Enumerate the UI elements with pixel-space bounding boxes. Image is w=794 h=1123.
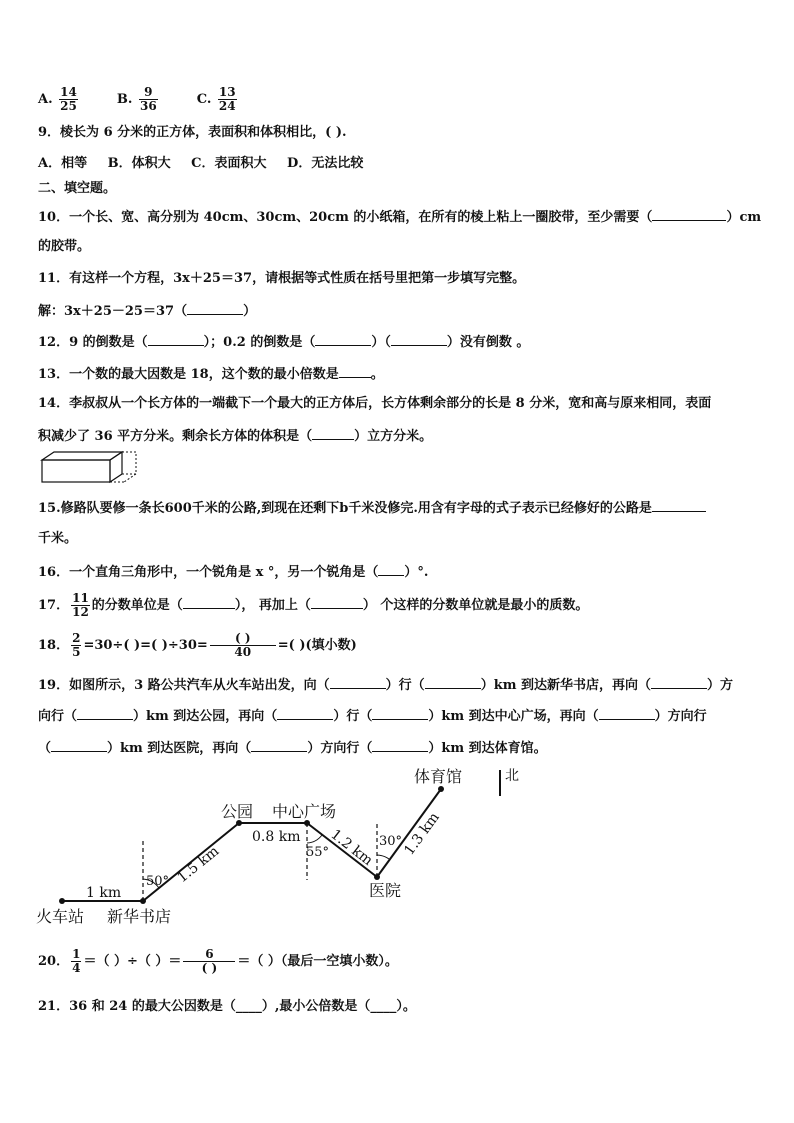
q11-solution: 解：3x＋25－25＝37（ ）	[38, 301, 256, 321]
q13-blank[interactable]	[339, 364, 371, 378]
q8-option-a-label: A.	[38, 92, 53, 107]
q19-blank-9[interactable]	[251, 738, 307, 752]
q19-blank-6[interactable]	[372, 706, 428, 720]
dist-park-center: 0.8 km	[252, 829, 301, 845]
dist-center-hospital: 1.2 km	[327, 826, 376, 870]
label-park: 公园	[221, 802, 254, 821]
q19-blank-2[interactable]	[425, 675, 481, 689]
q11-stem: 11．有这样一个方程，3x＋25＝37，请根据等式性质在括号里把第一步填写完整。	[38, 271, 526, 286]
q16-blank[interactable]	[378, 562, 404, 576]
bookstore-point	[140, 898, 146, 904]
q15-line1: 15.修路队要修一条长600千米的公路,到现在还剩下b千米没修完.用含有字母的式子表示已经修好的公路是	[38, 498, 706, 518]
q18: 18． $\frac{2}{5}$ =30÷( )=( )÷30= $\frac{( )}{40}$ =( )(填小数)	[38, 631, 357, 659]
angle-center: 55°	[306, 845, 330, 860]
north-label: 北	[505, 768, 519, 784]
q16: 16．一个直角三角形中，一个锐角是 x °，另一个锐角是（ ）°.	[38, 562, 428, 582]
q19-blank-10[interactable]	[372, 738, 428, 752]
q18-fraction-2: $\frac{( )}{40}$	[210, 632, 276, 659]
q19-line1: 19．如图所示，3 路公共汽车从火车站出发，向（ ）行（ ）km 到达新华书店，再向（ ）方	[38, 675, 733, 695]
q9-option-d: D．无法比较	[287, 156, 364, 171]
q8-option-b-label: B.	[116, 92, 133, 107]
q12-blank-2[interactable]	[315, 332, 371, 346]
q20-fraction-2: $\frac{6}{( )}$	[183, 948, 235, 975]
q18-fraction: $\frac{2}{5}$	[72, 631, 81, 659]
label-hospital: 医院	[369, 881, 402, 900]
q10-line2: 的胶带。	[38, 239, 91, 254]
q8-option-c-fraction: $\frac{13}{24}$	[218, 85, 236, 113]
stadium-point	[438, 786, 444, 792]
q19-blank-4[interactable]	[77, 706, 133, 720]
dist-bookstore-park: 1.5 km	[174, 843, 223, 887]
q8-option-a-fraction: $\frac{14}{25}$	[60, 85, 77, 113]
q8-option-b-fraction: $\frac{9}{36}$	[139, 85, 157, 113]
q13: 13．一个数的最大因数是 18，这个数的最小倍数是 。	[38, 364, 384, 384]
q9-stem: 9．棱长为 6 分米的正方体，表面积和体积相比，( ).	[38, 125, 347, 140]
q12-blank-3[interactable]	[391, 332, 447, 346]
dist-hospital-stadium: 1.3 km	[401, 809, 443, 859]
q20-fraction: $\frac{1}{4}$	[72, 947, 81, 975]
q17-blank-2[interactable]	[311, 595, 363, 609]
label-stadium: 体育馆	[414, 767, 463, 786]
label-station: 火车站	[36, 907, 85, 926]
q17-fraction: $\frac{11}{12}$	[72, 591, 89, 619]
q14-line1: 14．李叔叔从一个长方体的一端截下一个最大的正方体后，长方体剩余部分的长是 8 分米，宽和高与原来相同，表面	[38, 396, 712, 411]
q15-line2: 千米。	[38, 531, 78, 546]
q19-blank-5[interactable]	[277, 706, 333, 720]
q11-blank[interactable]	[187, 301, 243, 315]
q14-cuboid-figure	[38, 450, 142, 486]
q19-line2: 向行（ ）km 到达公园，再向（ ）行（ ）km 到达中心广场，再向（ ）方向行	[38, 706, 707, 726]
q10-blank[interactable]	[652, 207, 726, 221]
section-title-fill-in: 二、填空题。	[38, 181, 117, 196]
q19-blank-8[interactable]	[51, 738, 107, 752]
q19-line3: （ ）km 到达医院，再向（ ）方向行（ ）km 到达体育馆。	[38, 738, 547, 758]
q9-option-b: B．体积大	[107, 156, 171, 171]
bus-route-map	[0, 760, 794, 930]
label-bookstore: 新华书店	[107, 907, 172, 926]
q21: 21．36 和 24 的最大公因数是（____）,最小公倍数是（____）。	[38, 999, 416, 1014]
label-center: 中心广场	[272, 802, 337, 821]
hospital-point	[374, 874, 380, 880]
q15-blank[interactable]	[652, 498, 706, 512]
q9-option-a: A．相等	[38, 156, 88, 171]
q12: 12．9 的倒数是（ ）；0.2 的倒数是（ ）（ ）没有倒数 。	[38, 332, 529, 352]
q8-options	[38, 86, 239, 113]
q19-blank-1[interactable]	[330, 675, 386, 689]
q17-blank-1[interactable]	[183, 595, 235, 609]
q20: 20． $\frac{1}{4}$ ＝（ ）÷（ ）＝ $\frac{6}{( )}$ ＝（ ）（最后一空填小数）。	[38, 947, 398, 975]
q9-option-c: C．表面积大	[191, 156, 267, 171]
q14-line2: 积减少了 36 平方分米。剩余长方体的体积是（ ）立方分米。	[38, 426, 432, 446]
angle-hospital: 30°	[379, 834, 403, 849]
q19-blank-7[interactable]	[599, 706, 655, 720]
q8-option-c-label: C.	[196, 92, 212, 107]
q14-blank[interactable]	[312, 426, 354, 440]
angle-bookstore: 50°	[146, 874, 170, 889]
station-point	[59, 898, 65, 904]
q17: 17． $\frac{11}{12}$ 的分数单位是（ ）， 再加上（ ） 个这样的分数单位就是最小的质数。	[38, 591, 589, 619]
q12-blank-1[interactable]	[148, 332, 204, 346]
q10-line1: 10．一个长、宽、高分别为 40cm、30cm、20cm 的小纸箱，在所有的棱上粘上一圈胶带，至少需要（ ）cm	[38, 207, 761, 227]
q19-blank-3[interactable]	[651, 675, 707, 689]
q9-options	[38, 155, 363, 173]
dist-station-bookstore: 1 km	[86, 885, 122, 901]
